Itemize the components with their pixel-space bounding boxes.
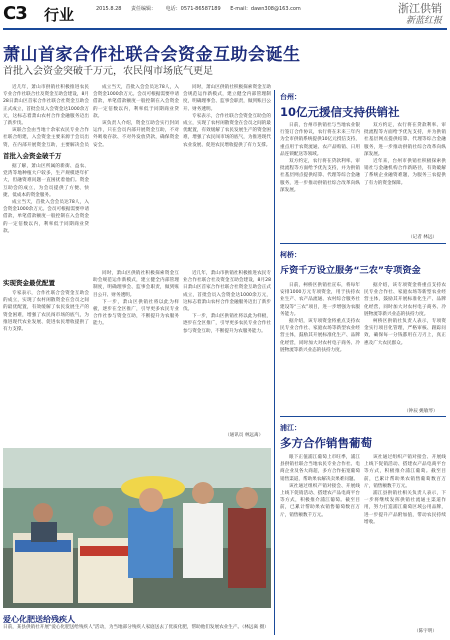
- paragraph: 该联合会由当地十余家农民专业合作社联合组建，入会资金主要来源于会员出资，在内部开展资金互助，主要解决会员: [3, 128, 89, 148]
- section-heading-1: 首批入会资金破千万: [3, 152, 62, 160]
- column-divider: [274, 90, 275, 635]
- story2-byline: （钟辰 姚敏琴）: [404, 409, 438, 414]
- main-lower-1: [3, 290, 89, 440]
- email: E-mail：dawn308@163.com: [230, 6, 301, 12]
- story3-title: 多方合作销售葡萄: [280, 436, 372, 450]
- section-heading-2: 实现资金最优配置: [3, 279, 55, 287]
- story3-col-2: [364, 454, 446, 626]
- paragraph: 同时，萧山区供销社积极探索资金互助会规范运作新模式，建立健全内部管理制度，明确理事会、监事会职责，做到账目公开、财务透明。: [183, 85, 271, 112]
- story2-title: 斥资千万设立服务“三农”专项资金: [280, 265, 421, 276]
- paragraph: 双方约定，农行将在贷款利率、审批流程等方面给予优先支持，并为供销社基层网点提供结算、代理等综合金融服务，进一步推动供销社综合改革向纵深发展。: [280, 159, 360, 193]
- newspaper-masthead: [398, 3, 442, 27]
- paragraph: 近几年，萧山市供销社积极推进农民专业合作社联合社及资金互助会建设，8月28日萧山区首家合作社联合社资金互助会正式成立，首批会员入会资金达1000余万元，这标志着萧山农村合作金融服务迈出了新步伐。: [3, 85, 89, 127]
- story2-col-1: [280, 282, 360, 406]
- main-intro: [3, 84, 89, 148]
- story-separator: [280, 243, 446, 244]
- main-col-2: [93, 84, 179, 264]
- phone: 电话：0571-86587189: [165, 6, 221, 12]
- main-lower-3: [183, 270, 271, 430]
- story1-byline: （记者 林远）: [408, 235, 438, 240]
- photo-caption: 日前，某县供销社开展“爱心化肥送给残疾人”活动，为当地部分残疾人家庭送去了优质化肥，帮助他们发展农业生产。（林远离 摄）: [3, 625, 269, 630]
- paragraph: 成立当天，首批入会会员达78人，入会资金1000余万元。会员可根据需要申请借款，单笔借款额度一般控制在入会资金的一定倍数以内，利率低于同期商业贷款。: [93, 85, 179, 119]
- paragraph: 双方约定，农行将在贷款利率、审批流程等方面给予优先支持，并为供销社基层网点提供结算、代理等综合金融服务，进一步推动供销社综合改革向纵深发展。: [364, 123, 446, 157]
- main-col-3: [183, 84, 271, 264]
- paragraph: 据介绍，该专项资金将重点支持农民专业合作社、家庭农场等新型农业经营主体，鼓励其开展标准化生产、品牌化经营，同时加大对农村电子商务、冷链物流等新兴业态的扶持力度。: [280, 319, 360, 353]
- story1-kicker: 台州：: [280, 93, 301, 101]
- story-separator: [280, 416, 446, 417]
- story2-col-2: [364, 282, 446, 406]
- story3-kicker: 浦江：: [280, 424, 301, 432]
- paragraph: 柯桥区供销社负责人表示，专项资金实行项目化管理，严格审核、跟踪问效，确保每一分钱都用在刀刃上，真正惠及广大农民群众。: [364, 319, 446, 346]
- photo-caption-title: 爱心化肥送给残疾人: [3, 615, 75, 624]
- section-name: 行业: [44, 6, 75, 24]
- paragraph: 下一步，萧山区供销社将以此为样板，逐步在全区推广，引导更多农民专业合作社参与资金互助，不断提升为农服务能力。: [93, 299, 179, 327]
- paper-name: 浙江供销: [398, 2, 442, 15]
- paragraph: 该社通过组织产销对接会、开展线上线下促销活动、搭建农产品电商平台等方式，积极推介浦江葡萄。截至目前，已累计帮助果农销售葡萄数百万斤，销售额数千万元。: [280, 483, 360, 518]
- main-body-1: [3, 163, 89, 273]
- issue-date: 2015.8.28: [96, 6, 122, 12]
- editor-label: 责任编辑：: [131, 6, 157, 12]
- paragraph: 同时，萧山区供销社积极探索资金互助会规范运作新模式，建立健全内部管理制度，明确理事会、监事会职责，做到账目公开、财务透明。: [93, 271, 179, 298]
- main-headline: 萧山首家合作社联合会资金互助会诞生: [3, 45, 301, 65]
- main-subhead: 首批入会资金突破千万元，农民闯市场底气更足: [3, 66, 213, 77]
- story3-col-1: [280, 454, 360, 626]
- paragraph: 据介绍，该专项资金将重点支持农民专业合作社、家庭农场等新型农业经营主体，鼓励其开展标准化生产、品牌化经营，同时加大对农村电子商务、冷链物流等新兴业态的扶持力度。: [364, 283, 446, 317]
- header-meta: [96, 5, 309, 13]
- page-header: [0, 0, 450, 28]
- paragraph: 下一步，萧山区供销社将以此为样板，逐步在全区推广，引导更多农民专业合作社参与资金互助，不断提升为农服务能力。: [183, 314, 271, 334]
- story1-col-2: [364, 122, 446, 234]
- story1-title: 10亿元援信支持供销社: [280, 105, 400, 119]
- paragraph: 该社通过组织产销对接会、开展线上线下促销活动、搭建农产品电商平台等方式，积极推介浦江葡萄。截至目前，已累计帮助果农销售葡萄数百万斤，销售额数千万元。: [364, 455, 446, 489]
- story2-kicker: 柯桥：: [280, 251, 301, 259]
- story1-col-1: [280, 122, 360, 234]
- paragraph: 日前，柯桥区供销社宣布，将每年安排1000万元专项资金，用于扶持农业生产、农产品流通、农村综合服务社建设等“三农”项目，进一步增强为农服务能力。: [280, 283, 360, 317]
- paper-subtitle: 新蓝红报: [405, 16, 442, 26]
- photo-illustration: [3, 448, 271, 608]
- paragraph: 专家表示，合作社联合会资金互助会的成立，实现了农村闲散资金在会员之间的最优配置，有效缓解了农民发展生产的资金困难，增强了农民闯市场的底气，为推进现代农业发展、促进农民增收提供了有力支撑。: [183, 113, 271, 148]
- paragraph: 浦江县供销社相关负责人表示，下一步将继续发挥供销社流通主渠道作用，努力打造浦江葡萄区域公用品牌，进一步提升产品附加值，带动农民持续增收。: [364, 491, 446, 525]
- paragraph: 据了解，萧山区所属的新街、益农、党湾等地种植大户较多，生产规模逐年扩大，但融资难问题一直困扰着他们。资金互助会的成立，为会员提供了方便、快捷、低成本的资金服务。: [3, 164, 89, 198]
- paragraph: 眼下正值浦江葡萄上市旺季，浦江县供销社联合当地农民专业合作社、电商企业及各大商超，多方合作拓宽葡萄销售渠道，帮助果农解决卖果难问题。: [280, 455, 360, 482]
- paragraph: 专家表示，合作社联合会资金互助会的成立，实现了农村闲散资金在会员之间的最优配置，有效缓解了农民发展生产的资金困难，增强了农民闯市场的底气，为推进现代农业发展、促进农民增收提供了有力支撑。: [3, 291, 89, 333]
- header-rule: [3, 28, 447, 30]
- page-number: C3: [3, 3, 27, 24]
- news-photo: [3, 448, 271, 608]
- main-lower-2: [93, 270, 179, 440]
- paragraph: 近年来，台州市供销社积极探索供销社与金融机构合作新路径，有效破解了系统企业融资难题，为服务三农提供了有力的资金保障。: [364, 159, 446, 186]
- main-byline: （通讯员 林远离）: [225, 433, 264, 438]
- paragraph: 日前，台州市供销社与当地农业银行签订合作协议，农行将在未来三年内为全市供销系统提供10亿元授信支持，重点用于农资流通、农产品购销、日用品连锁配送等领域。: [280, 123, 360, 157]
- story3-byline: （陈宇明）: [414, 629, 437, 634]
- paragraph: 成立当天，首批入会会员达78人，入会资金1000余万元。会员可根据需要申请借款，单笔借款额度一般控制在入会资金的一定倍数以内，利率低于同期商业贷款。: [3, 200, 89, 234]
- paragraph: 近几年，萧山市供销社积极推进农民专业合作社联合社及资金互助会建设，8月28日萧山区首家合作社联合社资金互助会正式成立，首批会员入会资金达1000余万元，这标志着萧山农村合作金融服务迈出了新步伐。: [183, 271, 271, 313]
- paragraph: 该负责人介绍，资金互助会实行封闭运作，只在会员内部开展资金互助，不对外吸收存款、不对外发放贷款，确保资金安全。: [93, 121, 179, 148]
